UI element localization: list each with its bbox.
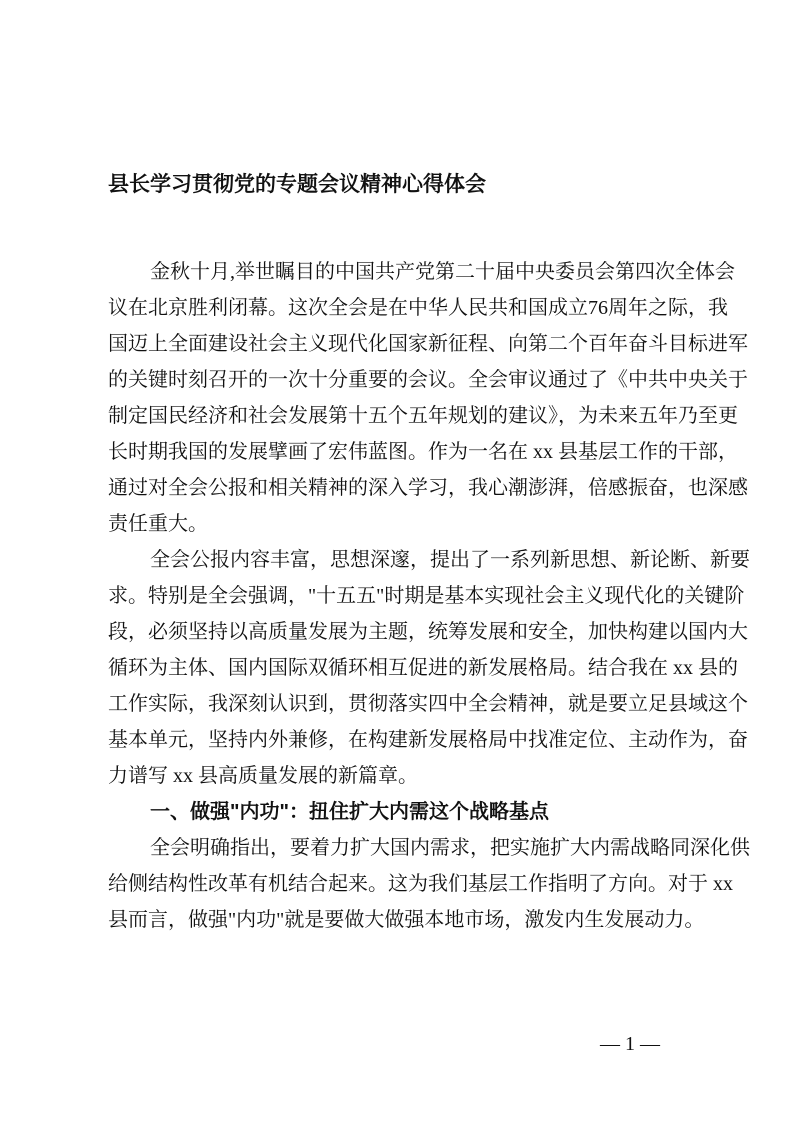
paragraph-line: 责任重大。 — [108, 513, 208, 535]
paragraph-line: 全会公报内容丰富，思想深邃，提出了一系列新思想、新论断、新要 — [150, 549, 750, 571]
paragraph-line: 求。特别是全会强调，"十五五"时期是基本实现社会主义现代化的关键阶 — [108, 585, 745, 607]
paragraph-line: 工作实际，我深刻认识到，贯彻落实四中全会精神，就是要立足县域这个 — [108, 693, 748, 715]
paragraph-line: 长时期我国的发展擘画了宏伟蓝图。作为一名在 xx 县基层工作的干部， — [108, 441, 738, 463]
paragraph-line: 县而言，做强"内功"就是要做大做强本地市场，激发内生发展动力。 — [108, 909, 705, 931]
document-title: 县长学习贯彻党的专题会议精神心得体会 — [108, 173, 486, 196]
paragraph-line: 金秋十月,举世瞩目的中国共产党第二十届中央委员会第四次全体会 — [150, 261, 735, 283]
paragraph-line: 基本单元，坚持内外兼修，在构建新发展格局中找准定位、主动作为，奋 — [108, 729, 748, 751]
paragraph-line: 循环为主体、国内国际双循环相互促进的新发展格局。结合我在 xx 县的 — [108, 657, 738, 679]
page-number: — 1 — — [600, 1033, 660, 1055]
paragraph-line: 的关键时刻召开的一次十分重要的会议。全会审议通过了《中共中央关于 — [108, 369, 748, 391]
paragraph-line: 制定国民经济和社会发展第十五个五年规划的建议》，为未来五年乃至更 — [108, 405, 738, 427]
paragraph-line: 力谱写 xx 县高质量发展的新篇章。 — [108, 765, 418, 787]
paragraph-line: 议在北京胜利闭幕。这次全会是在中华人民共和国成立76周年之际，我 — [108, 297, 728, 319]
paragraph-line: 段，必须坚持以高质量发展为主题，统筹发展和安全，加快构建以国内大 — [108, 621, 748, 643]
section-heading: 一、做强"内功"：扭住扩大内需这个战略基点 — [150, 801, 549, 823]
document-body — [108, 254, 750, 938]
paragraph-line: 通过对全会公报和相关精神的深入学习，我心潮澎湃，倍感振奋，也深感 — [108, 477, 748, 499]
paragraph-line: 全会明确指出，要着力扩大国内需求，把实施扩大内需战略同深化供 — [150, 837, 750, 859]
paragraph-line: 给侧结构性改革有机结合起来。这为我们基层工作指明了方向。对于 xx — [108, 873, 733, 895]
paragraph-line: 国迈上全面建设社会主义现代化国家新征程、向第二个百年奋斗目标进军 — [108, 333, 748, 355]
